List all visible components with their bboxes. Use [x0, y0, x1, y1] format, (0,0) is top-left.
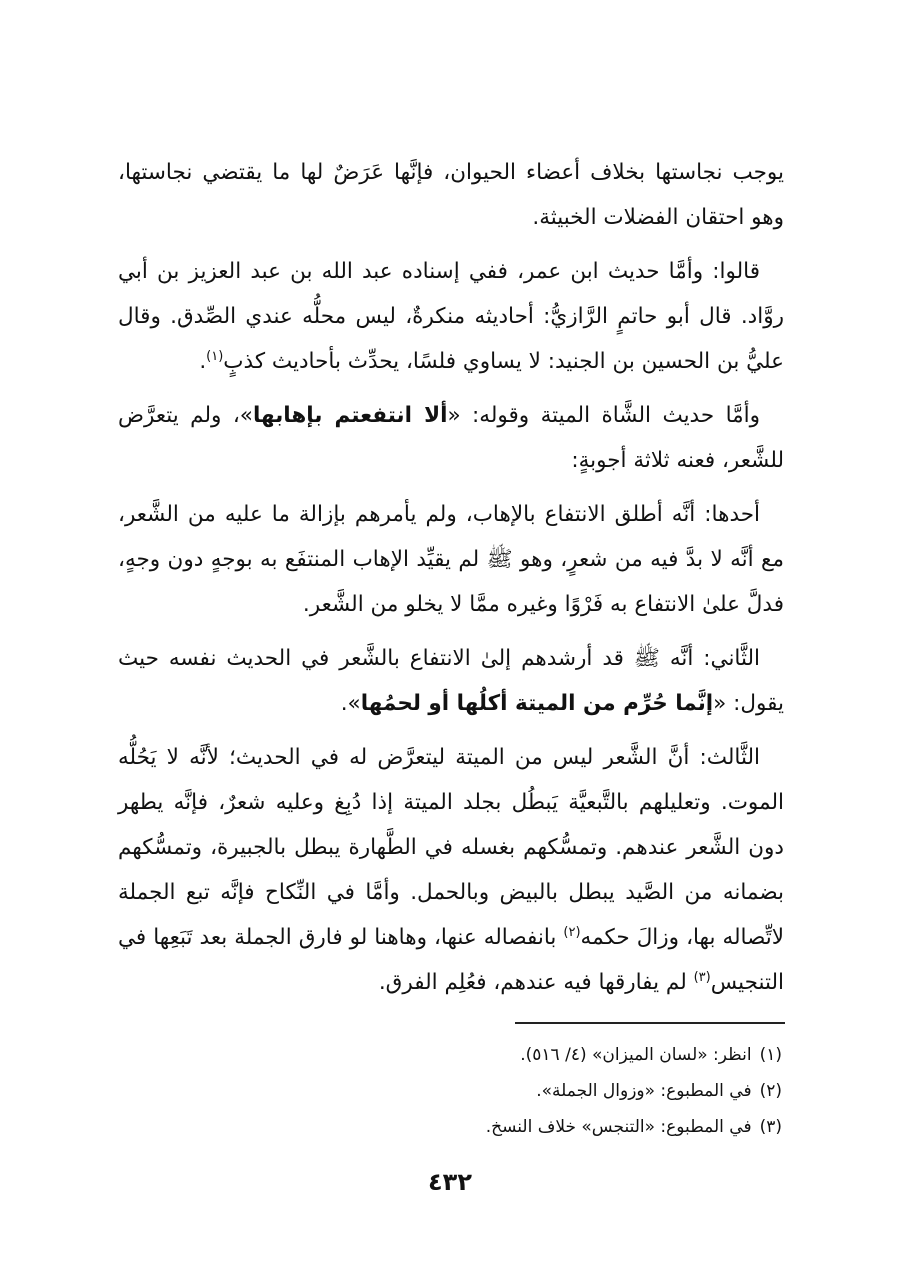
hadith-quote: ألا انتفعتم بإهابها	[252, 403, 448, 428]
text-segment: .	[199, 349, 207, 374]
main-text	[118, 150, 784, 1014]
text-segment: أحدها: أنَّه أطلق الانتفاع بالإهاب، ولم يأمرهم بإزالة ما عليه من الشَّعر، مع أنَّه لا بدَّ فيه من شعرٍ، وهو ﷺ لم يقيِّد الإهاب المنتفَع به بوجهٍ دون وجهٍ، فدلَّ علىٰ الانتفاع به فَرْوًا وغيره ممَّا لا يخلو من الشَّعر.	[118, 502, 784, 617]
text-segment: وأمَّا حديث الشَّاة الميتة وقوله: «	[447, 403, 761, 428]
text-segment: ».	[340, 691, 361, 716]
hadith-quote: إنَّما حُرِّم من الميتة أكلُها أو لحمُها	[360, 691, 714, 716]
footnote-reference: (٢)	[563, 924, 581, 940]
footnote-reference: (١)	[206, 348, 224, 364]
footnotes	[300, 1037, 782, 1145]
footnote-number: (١)	[759, 1045, 782, 1065]
text-segment: بانفصاله عنها، وهاهنا لو فارق الجملة بعد تَبَعِها في التنجيس	[118, 925, 784, 995]
page-number: ٤٣٢	[428, 1168, 472, 1196]
text-segment: لم يفارقها فيه عندهم، فعُلِم الفرق.	[378, 970, 694, 995]
footnote-reference: (٣)	[693, 969, 711, 985]
footnote	[300, 1109, 782, 1145]
text-segment: »، ولم يتعرَّض للشَّعر، فعنه ثلاثة أجوبةٍ:	[118, 403, 784, 473]
paragraph	[118, 636, 784, 726]
footnote	[300, 1073, 782, 1109]
footnote	[300, 1037, 782, 1073]
paragraph	[118, 735, 784, 1005]
text-segment: قالوا: وأمَّا حديث ابن عمر، ففي إسناده عبد الله بن عبد العزيز بن أبي روَّاد. قال أبو حاتمٍ الرَّازيُّ: أحاديثه منكرةٌ، ليس محلُّه عندي الصِّدق. وقال عليُّ بن الحسين بن الجنيد: لا يساوي فلسًا، يحدِّث بأحاديث كذبٍ	[118, 259, 784, 374]
footnote-separator	[515, 1022, 785, 1024]
footnote-text: في المطبوع: «وزوال الجملة».	[536, 1081, 752, 1101]
text-segment: الثَّالث: أنَّ الشَّعر ليس من الميتة ليتعرَّض له في الحديث؛ لأنَّه لا يَحُلُّه الموت. وتعليلهم بالتَّبعيَّة يَبطُل بجلد الميتة إذا دُبِغ وعليه شعرٌ، فإنَّه يطهر دون الشَّعر عندهم. وتمسُّكهم بغسله في الطَّهارة يبطل بالجبيرة، وتمسُّكهم بضمانه من الصَّيد يبطل بالبيض وبالحمل. وأمَّا في النِّكاح فإنَّه تبع الجملة لاتِّصاله بها، وزالَ حكمه	[118, 745, 784, 950]
text-segment: يوجب نجاستها بخلاف أعضاء الحيوان، فإنَّها عَرَضٌ لها ما يقتضي نجاستها، وهو احتقان الفضلات الخبيثة.	[118, 160, 784, 230]
footnote-number: (٢)	[759, 1081, 782, 1101]
paragraph	[118, 150, 784, 240]
paragraph	[118, 393, 784, 483]
paragraph	[118, 492, 784, 627]
text-segment: الثَّاني: أنَّه ﷺ قد أرشدهم إلىٰ الانتفاع بالشَّعر في الحديث نفسه حيث يقول: «	[118, 646, 784, 716]
footnote-text: انظر: «لسان الميزان» (٤/ ٥١٦).	[520, 1045, 752, 1065]
paragraph	[118, 249, 784, 384]
footnote-number: (٣)	[759, 1117, 782, 1137]
footnote-text: في المطبوع: «التنجس» خلاف النسخ.	[485, 1117, 752, 1137]
